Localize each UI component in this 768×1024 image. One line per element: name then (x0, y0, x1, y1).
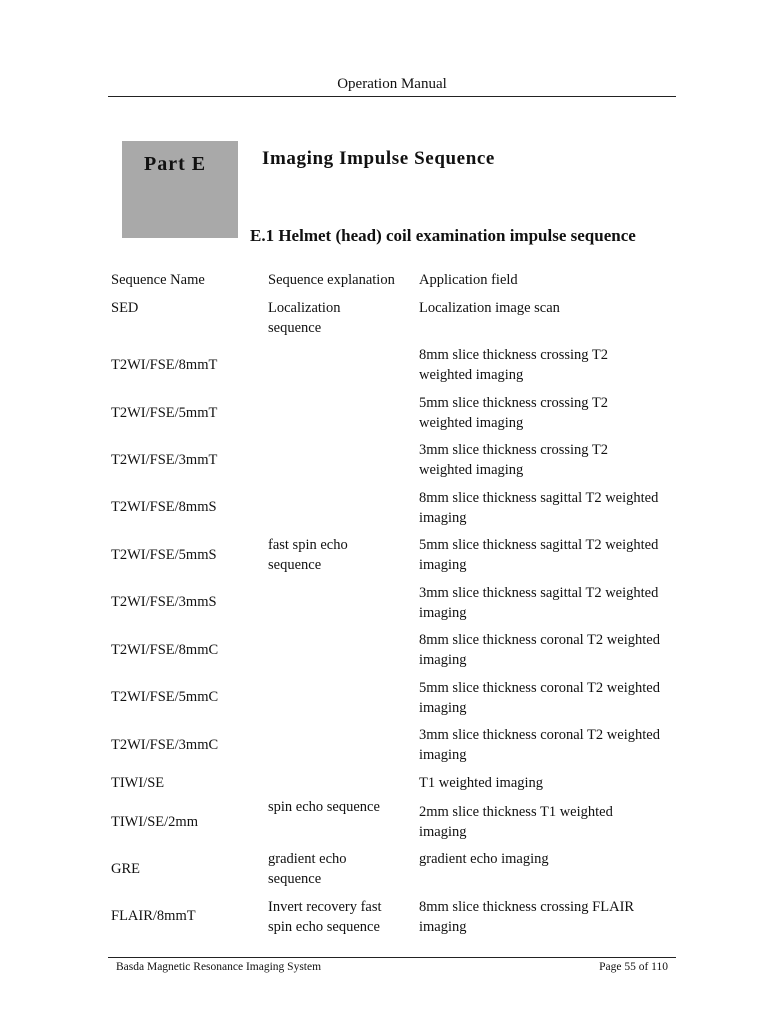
sequence-explanation: fast spin echo sequence (268, 537, 348, 573)
sequence-name: SED (111, 300, 139, 316)
application-field: 3mm slice thickness crossing T2 weighted imaging (419, 442, 609, 478)
page-footer (108, 957, 676, 977)
sequence-name: T2WI/FSE/5mmT (111, 405, 218, 421)
sequence-name: FLAIR/8mmT (111, 908, 196, 924)
application-field: 2mm slice thickness T1 weighted imaging (419, 804, 613, 840)
sequence-name: T2WI/FSE/5mmC (111, 689, 219, 705)
application-field: 5mm slice thickness coronal T2 weighted imaging (419, 680, 660, 716)
sequence-explanation: Localization sequence (268, 300, 341, 336)
part-box (122, 141, 238, 238)
footer-system-name: Basda Magnetic Resonance Imaging System (116, 961, 322, 973)
sequence-name: T2WI/FSE/8mmC (111, 642, 219, 658)
table-header-application: Application field (419, 272, 518, 288)
application-field: gradient echo imaging (419, 851, 549, 867)
application-field: 8mm slice thickness sagittal T2 weighted imaging (419, 490, 659, 526)
sequence-explanation: gradient echo sequence (268, 851, 347, 887)
sequence-explanation: spin echo sequence (268, 799, 380, 815)
sequence-name: TIWI/SE (111, 775, 165, 791)
part-label: Part E (144, 153, 207, 175)
sequence-explanation: Invert recovery fast spin echo sequence (268, 899, 382, 935)
sequence-name: T2WI/FSE/3mmC (111, 737, 219, 753)
table-header-name: Sequence Name (111, 272, 205, 288)
application-field: 5mm slice thickness sagittal T2 weighted imaging (419, 537, 659, 573)
sequence-name: GRE (111, 861, 140, 877)
application-field: Localization image scan (419, 300, 560, 316)
application-field: 8mm slice thickness coronal T2 weighted imaging (419, 632, 660, 668)
sequence-name: T2WI/FSE/3mmS (111, 594, 217, 610)
sequence-name: TIWI/SE/2mm (111, 814, 198, 830)
sequence-name: T2WI/FSE/8mmT (111, 357, 218, 373)
sequence-name: T2WI/FSE/5mmS (111, 547, 217, 563)
application-field: 8mm slice thickness crossing T2 weighted imaging (419, 347, 609, 383)
application-field: T1 weighted imaging (419, 775, 544, 791)
part-title: Imaging Impulse Sequence (262, 148, 495, 169)
application-field: 8mm slice thickness crossing FLAIR imaging (419, 899, 635, 935)
page-header: Operation Manual (108, 76, 676, 97)
section-title: E.1 Helmet (head) coil examination impulse sequence (250, 226, 636, 245)
sequence-name: T2WI/FSE/3mmT (111, 452, 218, 468)
application-field: 5mm slice thickness crossing T2 weighted imaging (419, 395, 609, 431)
sequence-name: T2WI/FSE/8mmS (111, 499, 217, 515)
table-header-explanation: Sequence explanation (268, 272, 395, 288)
application-field: 3mm slice thickness coronal T2 weighted imaging (419, 727, 660, 763)
footer-page-number: Page 55 of 110 (599, 961, 668, 973)
application-field: 3mm slice thickness sagittal T2 weighted imaging (419, 585, 659, 621)
